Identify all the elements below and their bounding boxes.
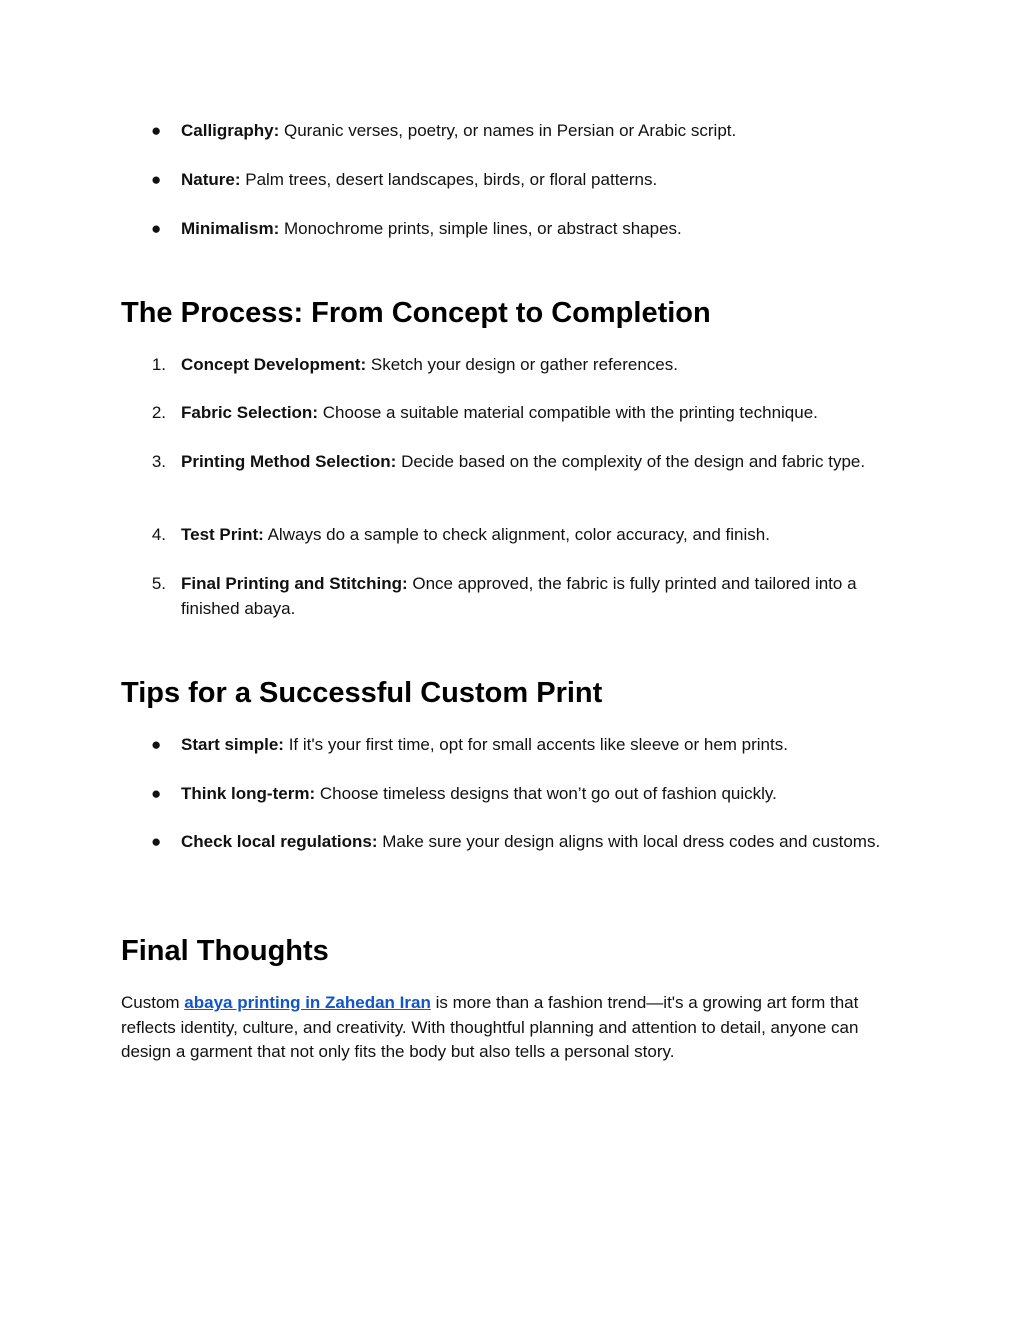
list-item-label: Final Printing and Stitching: xyxy=(181,574,408,593)
list-item-label: Concept Development: xyxy=(181,355,367,374)
list-item-body: Palm trees, desert landscapes, birds, or floral patterns. xyxy=(240,170,658,189)
list-item-body: Once approved, the fabric is fully printed and tailored into a finished abaya. xyxy=(181,574,857,618)
list-item-body: Make sure your design aligns with local dress codes and customs. xyxy=(377,832,881,851)
bullet-marker: ● xyxy=(151,170,162,189)
list-item-body: Monochrome prints, simple lines, or abstract shapes. xyxy=(279,219,682,238)
list-item xyxy=(121,401,911,426)
list-item-text xyxy=(181,572,911,621)
list-item-text xyxy=(181,830,911,855)
list-item-text xyxy=(181,450,911,475)
list-item xyxy=(121,830,911,855)
abaya-printing-link[interactable]: abaya printing in Zahedan Iran xyxy=(184,993,431,1012)
section-heading-final: Final Thoughts xyxy=(121,935,329,967)
list-item-body: Quranic verses, poetry, or names in Persian or Arabic script. xyxy=(279,121,737,140)
list-item xyxy=(121,168,911,193)
list-item-body: Choose a suitable material compatible with the printing technique. xyxy=(317,403,818,422)
list-item xyxy=(121,450,911,475)
bullet-marker: ● xyxy=(151,832,162,851)
list-item-label: Printing Method Selection: xyxy=(181,452,397,471)
step-number: 4. xyxy=(151,525,166,544)
list-item-text xyxy=(181,217,911,242)
bullet-marker: ● xyxy=(151,735,162,754)
step-number: 5. xyxy=(151,574,166,593)
bullet-marker: ● xyxy=(151,784,162,803)
step-number: 3. xyxy=(151,452,166,471)
bullet-marker: ● xyxy=(151,121,162,140)
list-item-label: Nature: xyxy=(181,170,241,189)
list-item-text xyxy=(181,733,911,758)
bullet-marker: ● xyxy=(151,219,162,238)
list-item xyxy=(121,523,911,548)
list-item xyxy=(121,733,911,758)
list-item-label: Check local regulations: xyxy=(181,832,378,851)
section-heading-tips: Tips for a Successful Custom Print xyxy=(121,677,603,709)
list-item xyxy=(121,119,911,144)
list-item-text xyxy=(181,401,911,426)
list-item-text xyxy=(181,353,911,378)
list-item-body: Choose timeless designs that won’t go out of fashion quickly. xyxy=(315,784,777,803)
list-item-body: Sketch your design or gather references. xyxy=(366,355,678,374)
list-item-label: Calligraphy: xyxy=(181,121,280,140)
list-item-body: Decide based on the complexity of the design and fabric type. xyxy=(396,452,866,471)
step-number: 2. xyxy=(151,403,166,422)
list-item xyxy=(121,782,911,807)
list-item-text xyxy=(181,168,911,193)
step-number: 1. xyxy=(151,355,166,374)
section-heading-process: The Process: From Concept to Completion xyxy=(121,297,711,329)
list-item-label: Minimalism: xyxy=(181,219,280,238)
list-item-text xyxy=(181,782,911,807)
paragraph-text-after: is more than a fashion trend—it's a growing art form that reflects identity, culture, and creativity. With thoughtful planning and attention to detail, anyone can design a garment that not only fits the body but also tells a personal story. xyxy=(121,993,859,1061)
list-item-body: If it's your first time, opt for small accents like sleeve or hem prints. xyxy=(283,735,788,754)
list-item xyxy=(121,572,911,621)
list-item-text xyxy=(181,523,911,548)
list-item xyxy=(121,353,911,378)
list-item-label: Start simple: xyxy=(181,735,284,754)
list-item-text xyxy=(181,119,911,144)
list-item xyxy=(121,217,911,242)
list-item-body: Always do a sample to check alignment, color accuracy, and finish. xyxy=(263,525,770,544)
paragraph-text-before: Custom xyxy=(121,993,185,1012)
list-item-label: Think long-term: xyxy=(181,784,316,803)
list-item-label: Fabric Selection: xyxy=(181,403,318,422)
final-paragraph xyxy=(121,991,911,1065)
list-item-label: Test Print: xyxy=(181,525,264,544)
